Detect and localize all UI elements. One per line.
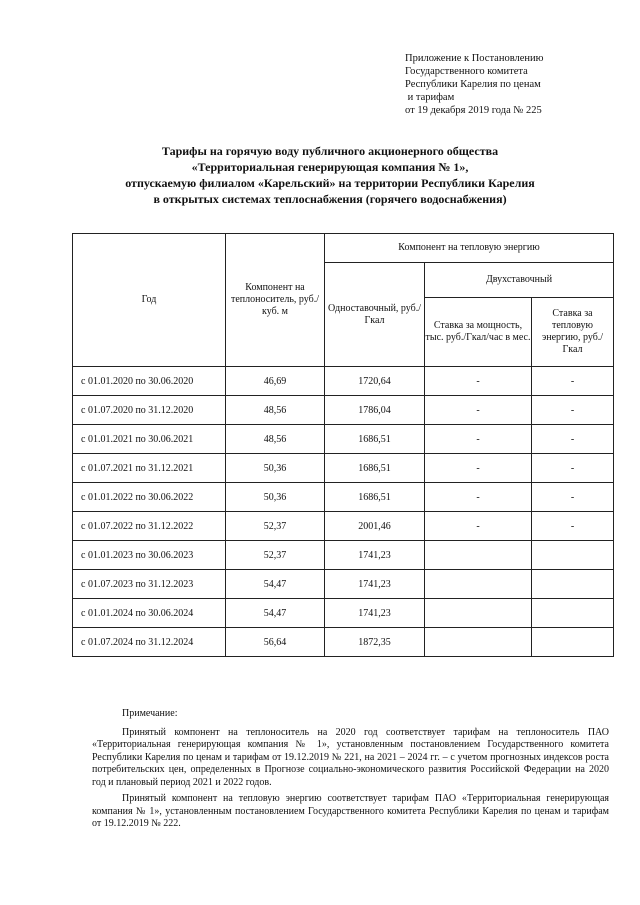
cell-single-rate: 1741,23 [325, 570, 425, 599]
header-energy-rate: Ставка за тепловую энергию, руб./Гкал [532, 298, 614, 367]
cell-single-rate: 2001,46 [325, 512, 425, 541]
table-row [73, 454, 614, 483]
cell-capacity-rate [425, 628, 532, 657]
cell-capacity-rate [425, 570, 532, 599]
header-year: Год [73, 234, 226, 367]
note-paragraph: Принятый компонент на тепловую энергию соответствует тарифам ПАО «Территориальная генерирующая компания № 1», установленным постановлением Государственного комитета Республики Карелия по ценам и тарифам от 19.12.2019 № 222. [92, 793, 609, 829]
cell-single-rate: 1741,23 [325, 541, 425, 570]
cell-capacity-rate: - [425, 425, 532, 454]
document-title [60, 143, 600, 207]
cell-single-rate: 1786,04 [325, 396, 425, 425]
cell-period: с 01.01.2020 по 30.06.2020 [73, 367, 226, 396]
table-row [73, 599, 614, 628]
appendix-line: Приложение к Постановлению [405, 53, 544, 64]
cell-energy-rate: - [532, 512, 614, 541]
cell-capacity-rate: - [425, 483, 532, 512]
header-single-rate: Одноставочный, руб./Гкал [325, 263, 425, 367]
table-row [73, 512, 614, 541]
cell-period: с 01.01.2024 по 30.06.2024 [73, 599, 226, 628]
cell-period: с 01.01.2023 по 30.06.2023 [73, 541, 226, 570]
appendix-line: и тарифам [405, 92, 455, 103]
appendix-reference [405, 52, 625, 117]
title-line: «Территориальная генерирующая компания № 1», [191, 160, 469, 174]
table-row [73, 367, 614, 396]
cell-single-rate: 1720,64 [325, 367, 425, 396]
title-line: отпускаемую филиалом «Карельский» на территории Республики Карелия [125, 176, 535, 190]
cell-carrier: 46,69 [226, 367, 325, 396]
cell-energy-rate: - [532, 425, 614, 454]
cell-capacity-rate: - [425, 396, 532, 425]
cell-energy-rate [532, 628, 614, 657]
cell-energy-rate [532, 599, 614, 628]
header-carrier-component: Компонент на теплоноситель, руб./куб. м [226, 234, 325, 367]
cell-period: с 01.07.2022 по 31.12.2022 [73, 512, 226, 541]
cell-period: с 01.07.2023 по 31.12.2023 [73, 570, 226, 599]
cell-period: с 01.07.2021 по 31.12.2021 [73, 454, 226, 483]
table-row [73, 483, 614, 512]
cell-period: с 01.07.2020 по 31.12.2020 [73, 396, 226, 425]
cell-carrier: 50,36 [226, 454, 325, 483]
appendix-line: Республики Карелия по ценам [405, 79, 541, 90]
cell-single-rate: 1872,35 [325, 628, 425, 657]
table-row [73, 541, 614, 570]
cell-capacity-rate [425, 599, 532, 628]
title-line: в открытых системах теплоснабжения (горячего водоснабжения) [153, 192, 507, 206]
cell-carrier: 52,37 [226, 541, 325, 570]
cell-energy-rate [532, 541, 614, 570]
table-row [73, 628, 614, 657]
cell-capacity-rate [425, 541, 532, 570]
cell-carrier: 54,47 [226, 599, 325, 628]
cell-carrier: 48,56 [226, 425, 325, 454]
header-energy-component: Компонент на тепловую энергию [325, 234, 614, 263]
cell-carrier: 54,47 [226, 570, 325, 599]
cell-energy-rate: - [532, 367, 614, 396]
cell-energy-rate: - [532, 396, 614, 425]
cell-energy-rate: - [532, 483, 614, 512]
note-section [92, 708, 609, 835]
table-row [73, 570, 614, 599]
title-line: Тарифы на горячую воду публичного акционерного общества [161, 144, 499, 158]
cell-single-rate: 1686,51 [325, 454, 425, 483]
table-row [73, 425, 614, 454]
note-caption: Примечание: [122, 708, 178, 719]
appendix-line: от 19 декабря 2019 года № 225 [405, 105, 542, 116]
cell-carrier: 48,56 [226, 396, 325, 425]
cell-carrier: 56,64 [226, 628, 325, 657]
cell-capacity-rate: - [425, 367, 532, 396]
tariff-table [72, 233, 614, 657]
cell-period: с 01.01.2022 по 30.06.2022 [73, 483, 226, 512]
cell-capacity-rate: - [425, 512, 532, 541]
cell-carrier: 52,37 [226, 512, 325, 541]
cell-period: с 01.01.2021 по 30.06.2021 [73, 425, 226, 454]
cell-single-rate: 1741,23 [325, 599, 425, 628]
cell-capacity-rate: - [425, 454, 532, 483]
cell-single-rate: 1686,51 [325, 425, 425, 454]
header-two-rate: Двухставочный [425, 263, 614, 298]
header-capacity-rate: Ставка за мощность, тыс. руб./Гкал/час в мес. [425, 298, 532, 367]
cell-energy-rate [532, 570, 614, 599]
table-row [73, 396, 614, 425]
cell-single-rate: 1686,51 [325, 483, 425, 512]
appendix-line: Государственного комитета [405, 66, 528, 77]
note-paragraph: Принятый компонент на теплоноситель на 2020 год соответствует тарифам на теплоноситель ПАО «Территориальная генерирующая компания № 1», установленным постановлением Государственного комитета Республики Карелия по ценам и тарифам от 19.12.2019 № 221, на 2021 – 2024 гг. – с учетом прогнозных индексов роста потребительских цен, определенных в Прогнозе социально-экономического развития Российской Федерации на 2020 год и плановый период 2021 и 2022 годов. [92, 726, 609, 788]
cell-period: с 01.07.2024 по 31.12.2024 [73, 628, 226, 657]
cell-energy-rate: - [532, 454, 614, 483]
cell-carrier: 50,36 [226, 483, 325, 512]
